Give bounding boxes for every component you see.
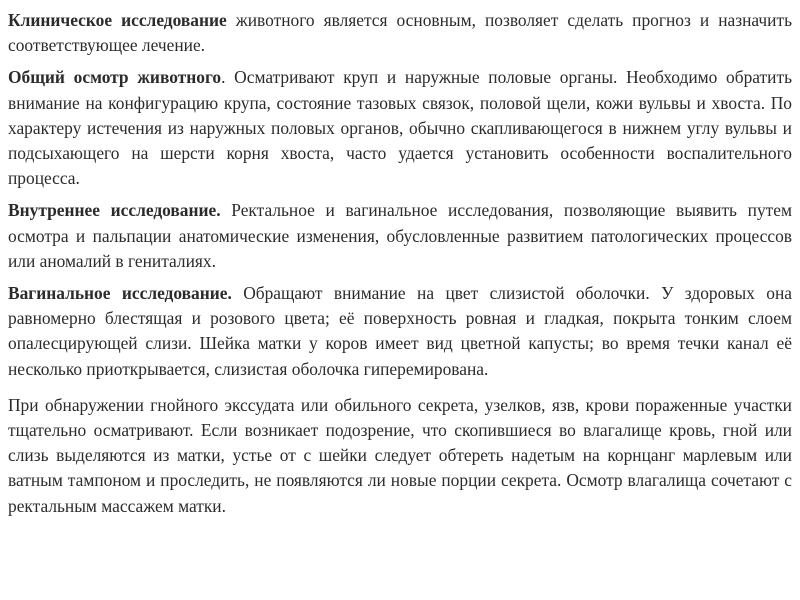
document-page <box>8 8 792 526</box>
paragraph-vaginal-exam <box>8 281 792 382</box>
paragraph-findings <box>8 393 792 519</box>
paragraph-internal-exam <box>8 198 792 274</box>
paragraph-text: Обращают внимание на цвет слизистой оболочки. У здоровых она равномерно блестящая и розового цвета; её поверхность ровная и гладкая, покрыта тонким слоем опалесцирующей слизи. Шейка матки у коров имеет вид цветной капусты; во время течки канал её несколько приоткрывается, слизистая оболочка гиперемирована. <box>8 283 792 379</box>
paragraph-heading: Клиническое исследование <box>8 10 227 30</box>
paragraph-text: животного является основным, позволяет сделать прогноз и назначить соответствующее лечение. <box>8 10 793 56</box>
paragraph-clinical-exam <box>8 8 792 58</box>
paragraph-text: При обнаружении гнойного экссудата или обильного секрета, узелков, язв, крови пораженные участки тщательно осматривают. Если возникает подозрение, что скопившиеся во влагалище кровь, гной или слизь выделяются из матки, устье от с шейки следует обтереть надетым на корнцанг марлевым или ватным тампоном и проследить, не появляются ли новые порции секрета. Осмотр влагалища сочетают с ректальным массажем матки. <box>8 394 792 516</box>
paragraph-general-exam <box>8 65 792 191</box>
paragraph-text: Ректальное и вагинальное исследования, позволяющие выявить путем осмотра и пальпации анатомические изменения, обусловленные развитием патологических процессов или аномалий в гениталиях. <box>8 200 792 271</box>
paragraph-text: . Осматривают круп и наружные половые органы. Необходимо обратить внимание на конфигурацию крупа, состояние тазовых связок, половой щели, кожи вульвы и хвоста. По характеру истечения из наружных половых органов, обычно скапливающегося в нижнем углу вульвы и подсыхающего на шерсти корня хвоста, часто удается установить особенности воспалительного процесса. <box>8 67 792 189</box>
paragraph-heading: Общий осмотр животного <box>8 67 222 88</box>
paragraph-heading: Внутреннее исследование. <box>8 200 221 221</box>
paragraph-heading: Вагинальное исследование. <box>8 283 232 304</box>
